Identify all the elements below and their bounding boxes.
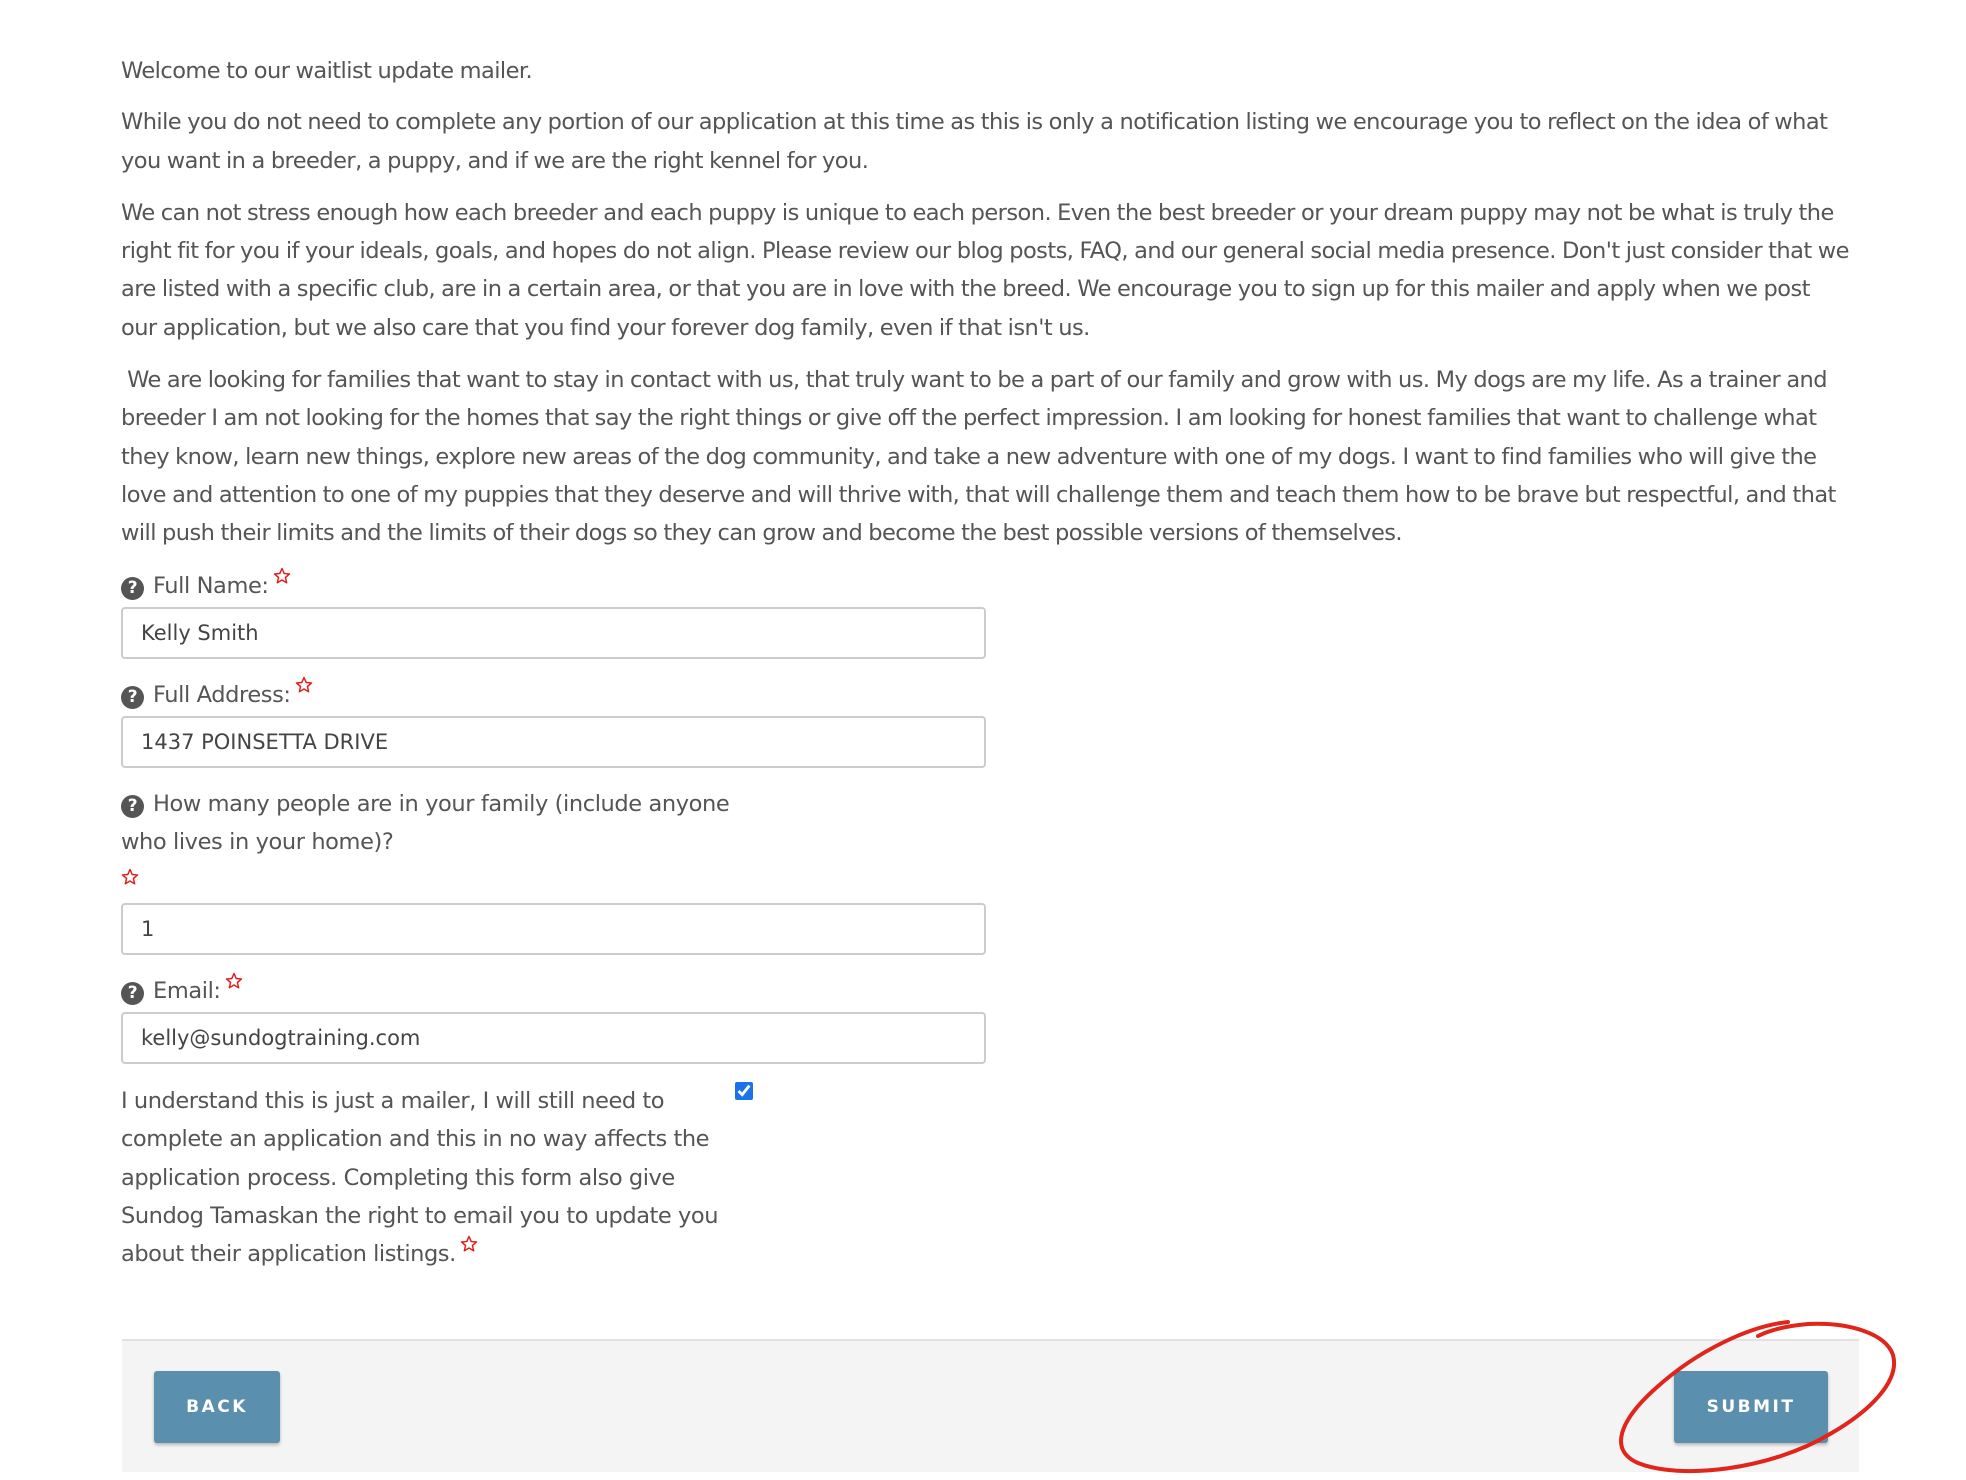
- consent-checkbox[interactable]: [735, 1082, 753, 1100]
- email-field: [121, 972, 1851, 1064]
- email-label-row: [121, 972, 1851, 1010]
- required-star-icon: [460, 1235, 478, 1253]
- email-label: Email:: [153, 978, 221, 1005]
- full-name-input[interactable]: [121, 607, 986, 659]
- consent-label: I understand this is just a mailer, I will still need to complete an application and this in no way affects the application process. Completing this form also give Sundog Tamaskan the right to email you to update you about their application listings.: [121, 1088, 718, 1268]
- full-address-label: Full Address:: [153, 681, 291, 708]
- required-star-icon: [295, 676, 313, 694]
- form-page: [121, 52, 1851, 1274]
- required-star-icon: [121, 868, 139, 886]
- full-name-field: [121, 567, 1851, 659]
- question-circle-icon[interactable]: ?: [121, 686, 144, 709]
- family-size-label-line1: How many people are in your family (include anyone: [153, 790, 730, 817]
- form-footer: [122, 1339, 1859, 1472]
- full-address-input[interactable]: [121, 716, 986, 768]
- intro-paragraph-families: We are looking for families that want to stay in contact with us, that truly want to be a part of our family and grow with us. My dogs are my life. As a trainer and breeder I am not looking for the homes that say the right things or give off the perfect impression. I am looking for honest families that want to challenge what they know, learn new things, explore new areas of the dog community, and take a new adventure with one of my dogs. I want to find families who will give the love and attention to one of my puppies that they deserve and will thrive with, that will challenge them and teach them how to be brave but respectful, and that will push their limits and the limits of their dogs so they can grow and become the best possible versions of themselves.: [121, 367, 1842, 547]
- question-circle-icon[interactable]: ?: [121, 795, 144, 818]
- full-address-field: [121, 676, 1851, 768]
- intro-paragraph-unique: We can not stress enough how each breeder and each puppy is unique to each person. Even the best breeder or your dream puppy may not be what is truly the right fit for you if your ideals, goals, and hopes do not align. Please review our blog posts, FAQ, and our general social media presence. Don't just consider that we are listed with a specific club, are in a certain area, or that you are in love with the breed. We encourage you to sign up for this mailer and apply when we post our application, but we also care that you find your forever dog family, even if that isn't us.: [121, 199, 1849, 341]
- family-size-input[interactable]: [121, 903, 986, 955]
- question-circle-icon[interactable]: ?: [121, 982, 144, 1005]
- intro-paragraph-reflect: While you do not need to complete any portion of our application at this time as this is only a notification listing we encourage you to reflect on the idea of what you want in a breeder, a puppy, and if we are the right kennel for you.: [121, 109, 1828, 174]
- intro-text: [121, 52, 1851, 553]
- question-circle-icon[interactable]: ?: [121, 577, 144, 600]
- family-size-label-line2: who lives in your home)?: [121, 829, 394, 856]
- family-size-label-row: [121, 785, 1851, 901]
- full-name-label: Full Name:: [153, 572, 269, 599]
- full-address-label-row: [121, 676, 1851, 714]
- full-name-label-row: [121, 567, 1851, 605]
- family-size-field: [121, 785, 1851, 956]
- required-star-icon: [273, 567, 291, 585]
- submit-button[interactable]: SUBMIT: [1674, 1371, 1828, 1443]
- intro-paragraph-welcome: Welcome to our waitlist update mailer.: [121, 58, 533, 84]
- back-button[interactable]: BACK: [154, 1371, 280, 1443]
- email-input[interactable]: [121, 1012, 986, 1064]
- required-star-icon: [225, 972, 243, 990]
- consent-field: [121, 1082, 721, 1273]
